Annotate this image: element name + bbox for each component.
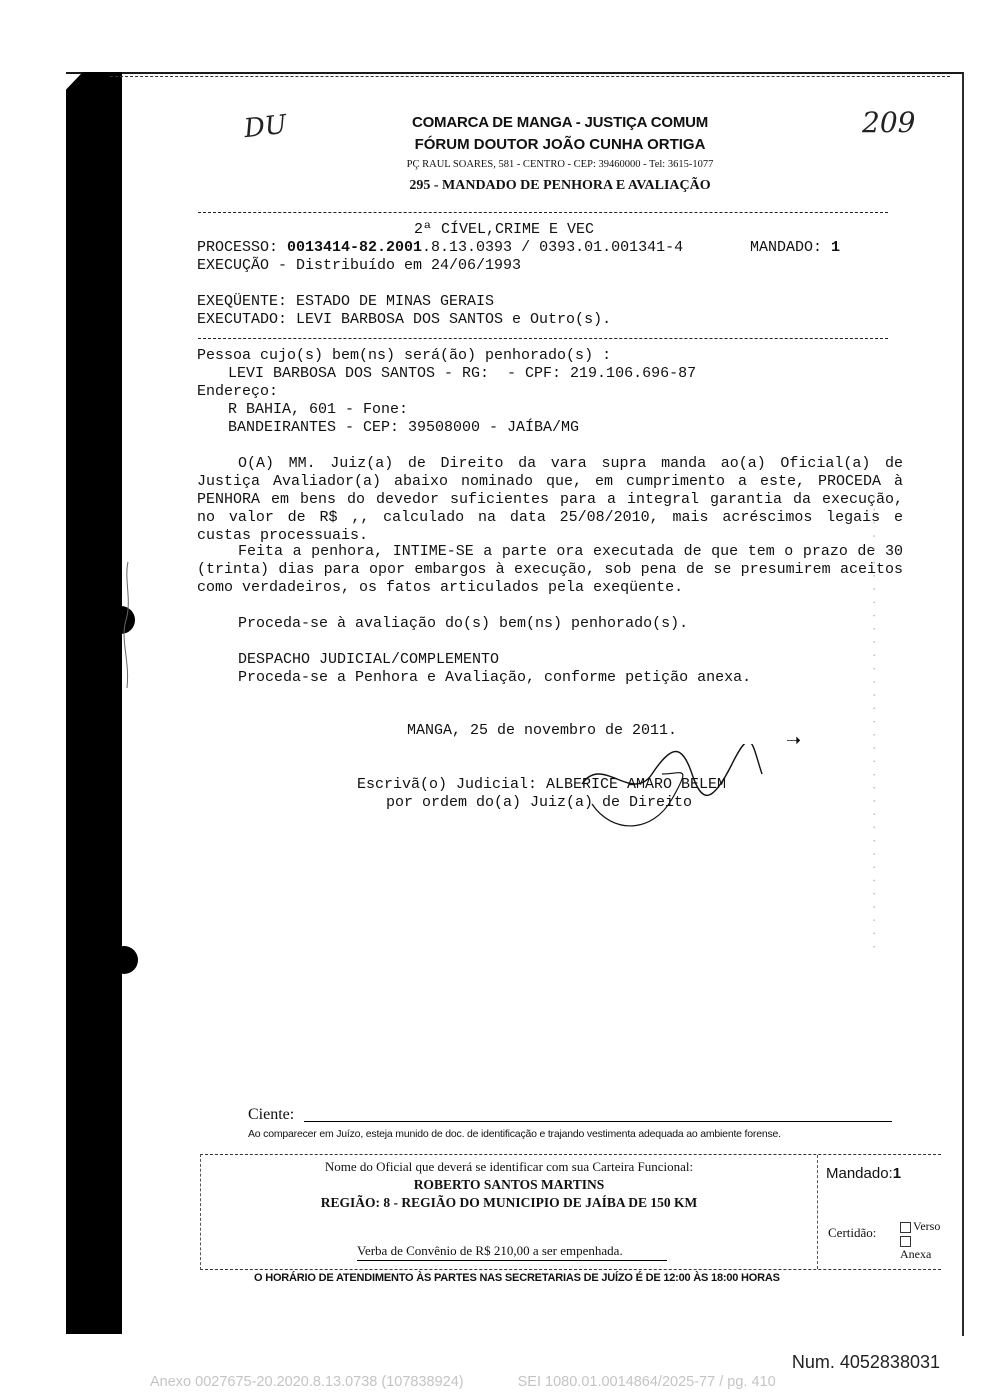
place-date: MANGA, 25 de novembro de 2011. xyxy=(407,722,678,739)
separator-line xyxy=(198,212,888,213)
street-line: R BAHIA, 601 - Fone: xyxy=(228,401,409,418)
executado-line: EXECUTADO: LEVI BARBOSA DOS SANTOS e Outro(s). xyxy=(197,311,612,328)
punch-hole-bottom xyxy=(110,946,138,974)
margin-annotation xyxy=(118,560,138,690)
forum-address: PÇ RAUL SOARES, 581 - CENTRO - CEP: 39460000 - Tel: 3615-1077 xyxy=(406,159,714,170)
avaliacao-paragraph: Proceda-se à avaliação do(s) bem(ns) penhorado(s). xyxy=(238,615,689,632)
anexa-checkbox[interactable] xyxy=(900,1236,911,1247)
document-num: Num. 4052838031 xyxy=(791,1352,940,1372)
despacho-title: DESPACHO JUDICIAL/COMPLEMENTO xyxy=(238,651,500,668)
ciente-label: Ciente: xyxy=(248,1106,295,1123)
vara-name: 2ª CÍVEL,CRIME E VEC xyxy=(414,221,595,238)
processo-line xyxy=(197,239,683,257)
mandado-label: MANDADO: xyxy=(750,239,832,256)
intimacao-paragraph: Feita a penhora, INTIME-SE a parte ora executada de que tem o prazo de 30 (trinta) dias para opor embargos à execução, sob pena de se presumirem aceitos como verdadeiros, os fatos articulados pela exeqüente. xyxy=(197,543,903,596)
document-type: 295 - MANDADO DE PENHORA E AVALIAÇÃO xyxy=(409,178,711,193)
officer-region: REGIÃO: 8 - REGIÃO DO MUNICIPIO DE JAÍBA DE 150 KM xyxy=(320,1195,698,1210)
top-fold-line xyxy=(110,76,950,78)
horario-notice: O HORÁRIO DE ATENDIMENTO ÀS PARTES NAS SECRETARIAS DE JUÍZO É DE 12:00 ÀS 18:00 HORAS xyxy=(254,1272,780,1284)
arrow-mark-icon: ➝ xyxy=(786,730,802,750)
anexa-label: Anexa xyxy=(900,1247,932,1261)
ciente-section xyxy=(248,1106,894,1140)
officer-name: ROBERTO SANTOS MARTINS xyxy=(413,1177,605,1192)
officer-caption: Nome do Oficial que deverá se identificar com sua Carteira Funcional: xyxy=(324,1159,694,1174)
verba-text: Verba de Convênio de R$ 210,00 a ser empenhada. xyxy=(357,1243,623,1258)
por-ordem-line: por ordem do(a) Juiz(a) de Direito xyxy=(386,794,693,811)
ciente-signature-line xyxy=(304,1121,892,1122)
vertical-protocol-stamp: · · · · · · · · · · · · · · · · · · · · · · · · · · · · · · · · · · · xyxy=(868,493,881,950)
processo-number-bold: 0013414-82.2001 xyxy=(287,239,423,256)
escriva-line: Escrivã(o) Judicial: ALBERICE AMARO BELEM xyxy=(357,776,727,793)
exequente-line: EXEQÜENTE: ESTADO DE MINAS GERAIS xyxy=(197,293,495,310)
certidao-options xyxy=(900,1219,942,1261)
scan-shadow-edge xyxy=(66,72,122,1334)
verba-underline xyxy=(357,1260,667,1261)
certidao-label: Certidão: xyxy=(828,1225,877,1240)
person-name-line: LEVI BARBOSA DOS SANTOS - RG: - CPF: 219.106.696-87 xyxy=(228,365,697,382)
order-paragraph: O(A) MM. Juiz(a) de Direito da vara supra manda ao(a) Oficial(a) de Justiça Avaliador(a) abaixo nominado que, em cumprimento a este, PROCEDA à PENHORA em bens do devedor suficientes para a integral garantia da execução, no valor de R$ ,, calculado na data 25/08/2010, mais acréscimos legais e custas processuais. xyxy=(197,455,903,544)
signature-scribble xyxy=(562,744,772,834)
separator-line xyxy=(198,338,888,339)
endereco-label: Endereço: xyxy=(197,383,279,400)
processo-label: PROCESSO: xyxy=(197,239,288,256)
footer-watermark xyxy=(150,1374,776,1390)
forum-name: FÓRUM DOUTOR JOÃO CUNHA ORTIGA xyxy=(414,136,706,153)
handwritten-initials: DU xyxy=(242,109,289,145)
mandado-line xyxy=(750,239,840,257)
person-intro: Pessoa cujo(s) bem(ns) será(ão) penhorado(s) : xyxy=(197,347,612,364)
officer-info xyxy=(201,1155,817,1211)
city-line: BANDEIRANTES - CEP: 39508000 - JAÍBA/MG xyxy=(228,419,580,436)
ciente-note: Ao comparecer em Juízo, esteja munido de doc. de identificação e trajando vestimenta adequada ao ambiente forense. xyxy=(248,1128,781,1140)
mandado-box xyxy=(826,1165,901,1182)
mandado-box-label: Mandado: xyxy=(826,1165,893,1182)
despacho-text: Proceda-se a Penhora e Avaliação, conforme petição anexa. xyxy=(238,669,752,686)
processo-number-rest: .8.13.0393 / 0393.01.001341-4 xyxy=(422,239,684,256)
mandado-box-number: 1 xyxy=(892,1165,902,1182)
footer-anexo: Anexo 0027675-20.2020.8.13.0738 (107838924) xyxy=(150,1374,464,1390)
mandado-certidao-box xyxy=(817,1155,942,1269)
officer-box xyxy=(200,1154,941,1270)
footer-sei: SEI 1080.01.0014864/2025-77 / pg. 410 xyxy=(517,1374,776,1390)
handwritten-page-number: 209 xyxy=(862,106,916,139)
verso-label: Verso xyxy=(913,1219,941,1233)
document-header xyxy=(300,114,820,194)
mandado-number: 1 xyxy=(831,239,841,256)
execucao-line: EXECUÇÃO - Distribuído em 24/06/1993 xyxy=(197,257,522,274)
verso-checkbox[interactable] xyxy=(900,1222,911,1233)
court-name: COMARCA DE MANGA - JUSTIÇA COMUM xyxy=(411,114,709,131)
